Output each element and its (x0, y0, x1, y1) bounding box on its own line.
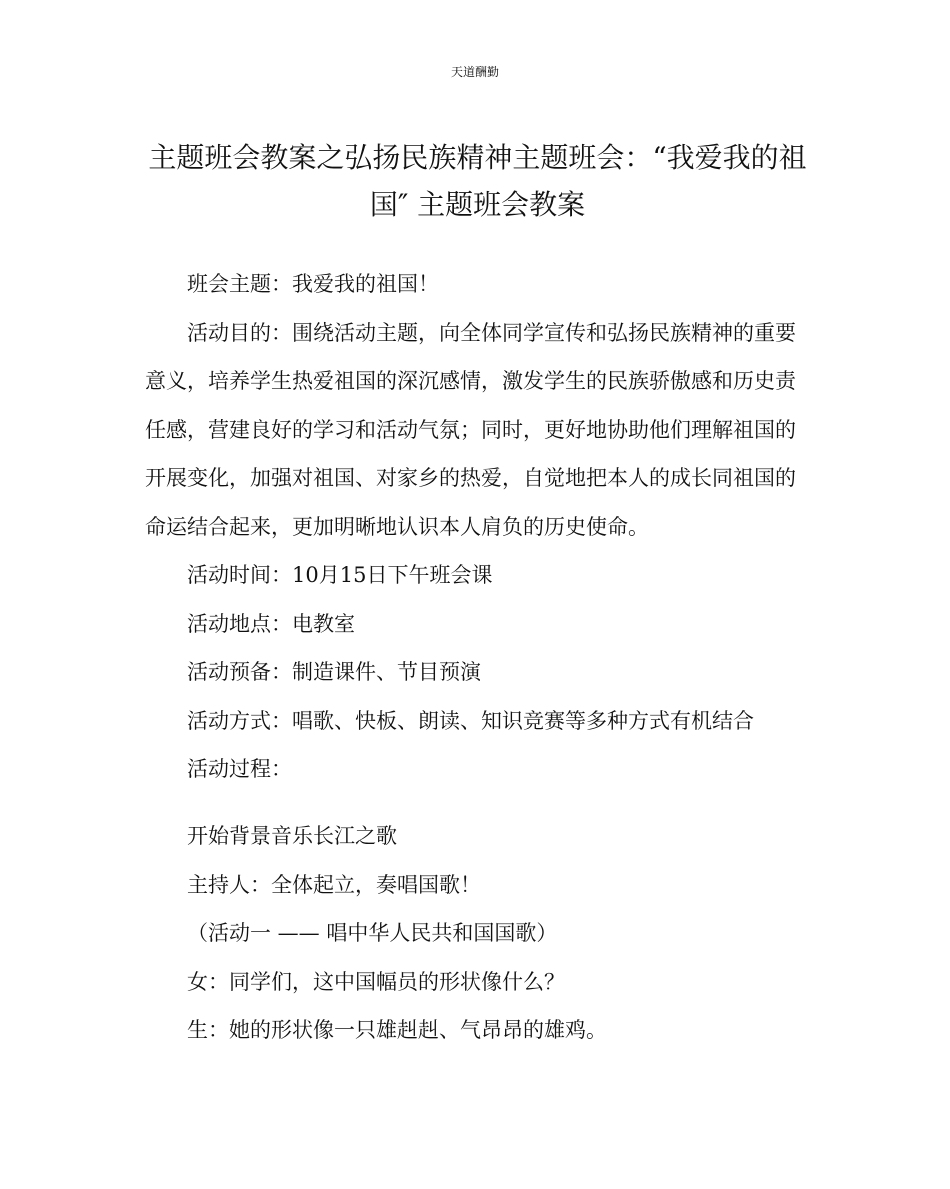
paragraph-activity-one: （活动一 —— 唱中华人民共和国国歌） (187, 921, 558, 945)
page-header: 天道酬勤 (450, 65, 499, 79)
title-line-2: 国″ 主题班会教案 (369, 188, 586, 221)
title-line-1: 主题班会教案之弘扬民族精神主题班会：“我爱我的祖 (148, 141, 807, 174)
paragraph-preparation: 活动预备：制造课件、节目预演 (187, 660, 481, 684)
paragraph-theme: 班会主题：我爱我的祖国！ (187, 272, 439, 296)
paragraph-location: 活动地点：电教室 (187, 611, 355, 636)
paragraph-process-heading: 活动过程： (187, 757, 292, 781)
document-title (145, 134, 810, 228)
lesson-info-section (145, 260, 810, 794)
paragraph-student-line: 生：她的形状像一只雄赳赳、气昂昂的雄鸡。 (187, 1018, 607, 1042)
activity-process-section (145, 812, 810, 1055)
paragraph-time: 活动时间：10月15日下午班会课 (187, 563, 493, 587)
paragraph-format: 活动方式：唱歌、快板、朗读、知识竞赛等多种方式有机结合 (187, 708, 754, 733)
paragraph-purpose: 活动目的：围绕活动主题，向全体同学宣传和弘扬民族精神的重要意义，培养学生热爱祖国的深沉感情，激发学生的民族骄傲感和历史责任感，营建良好的学习和活动气氛；同时，更好地协助他们理解祖国的开展变化，加强对祖国、对家乡的热爱，自觉地把本人的成长同祖国的命运结合起来，更加明晰地认识本人肩负的历史使命。 (145, 320, 796, 539)
paragraph-opening-music: 开始背景音乐长江之歌 (187, 824, 397, 848)
paragraph-female-line: 女：同学们，这中国幅员的形状像什么？ (187, 969, 565, 994)
paragraph-host-line: 主持人：全体起立，奏唱国歌！ (187, 872, 481, 897)
